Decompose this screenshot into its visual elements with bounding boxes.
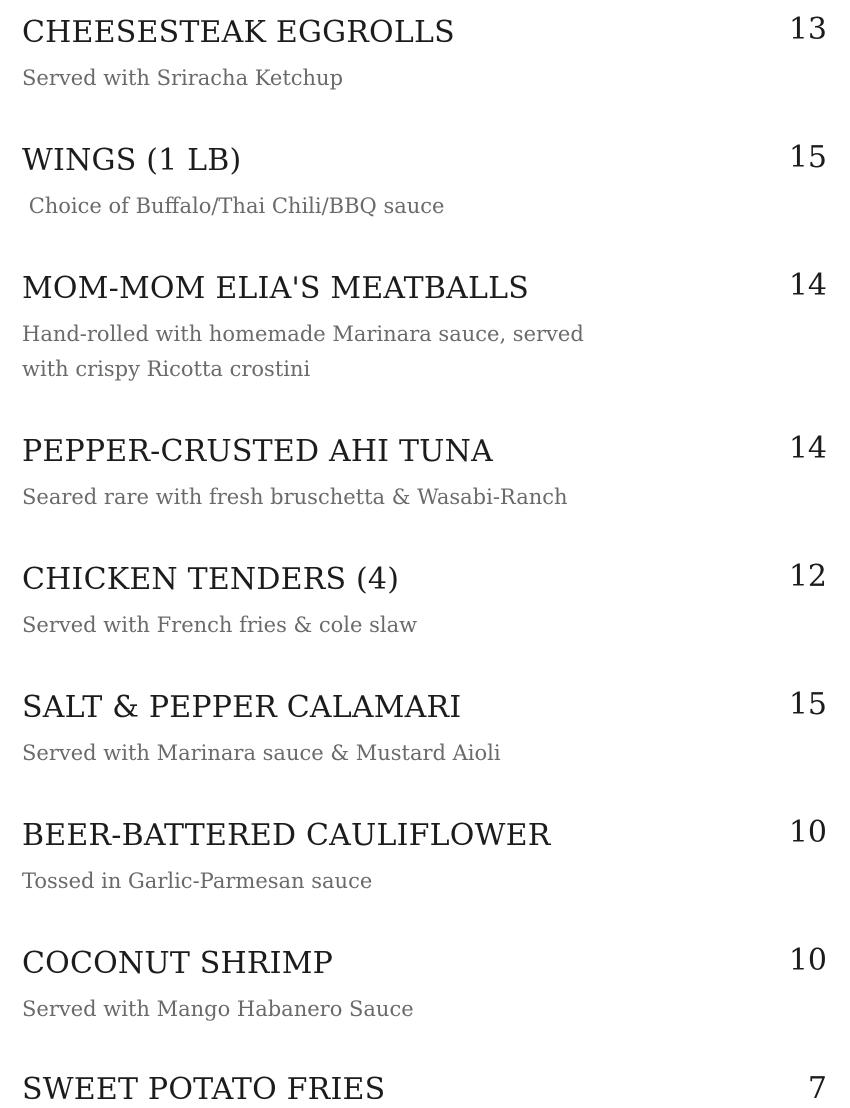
- menu-item-name: SWEET POTATO FRIES: [22, 1072, 386, 1107]
- menu-item-price: 15: [788, 140, 827, 175]
- menu-item-description: Served with Mango Habanero Sauce: [22, 997, 414, 1021]
- menu-item-name: CHICKEN TENDERS (4): [22, 562, 400, 597]
- menu-item-price: 10: [788, 815, 827, 850]
- menu-item-description: Served with French fries & cole slaw: [22, 613, 418, 637]
- menu-item-price: 14: [788, 268, 827, 303]
- menu-item-name: COCONUT SHRIMP: [22, 946, 334, 981]
- menu-item-price: 7: [807, 1071, 827, 1106]
- menu-item-name: MOM-MOM ELIA'S MEATBALLS: [22, 271, 529, 306]
- menu-item-price: 10: [788, 943, 827, 978]
- menu-item-name: SALT & PEPPER CALAMARI: [22, 690, 462, 725]
- menu-item-name: BEER-BATTERED CAULIFLOWER: [22, 818, 551, 853]
- menu-item-price: 13: [788, 12, 827, 47]
- menu-item-price: 12: [788, 559, 827, 594]
- menu-item-description: Hand-rolled with homemade Marinara sauce, served with crispy Ricotta crostini: [22, 322, 591, 381]
- menu-item-description: Tossed in Garlic-Parmesan sauce: [22, 869, 373, 893]
- menu-item-description: Seared rare with fresh bruschetta & Wasabi-Ranch: [22, 485, 568, 509]
- menu-item-price: 14: [788, 431, 827, 466]
- menu-item-name: WINGS (1 LB): [22, 143, 242, 178]
- menu-item-description: Choice of Buffalo/Thai Chili/BBQ sauce: [22, 194, 445, 218]
- menu-item-description: Served with Sriracha Ketchup: [22, 66, 344, 90]
- menu-item-description: Served with Marinara sauce & Mustard Aioli: [22, 741, 501, 765]
- menu-item-name: PEPPER-CRUSTED AHI TUNA: [22, 434, 493, 469]
- menu-item-price: 15: [788, 687, 827, 722]
- menu-item-name: CHEESESTEAK EGGROLLS: [22, 15, 455, 50]
